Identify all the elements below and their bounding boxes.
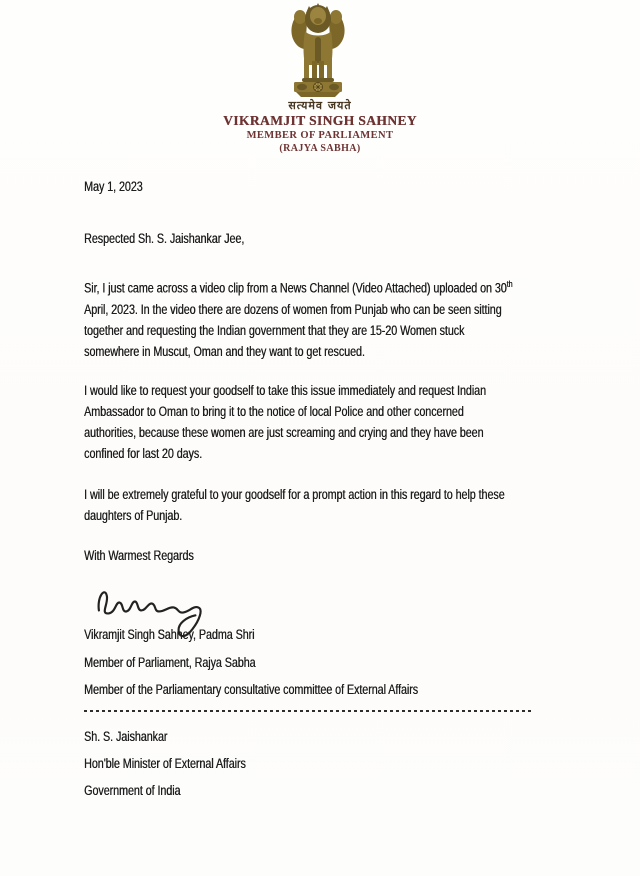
paragraph-3-line-1: I will be extremely grateful to your goodself for a prompt action in this regard to help these <box>84 487 505 502</box>
paragraph-2-line-1: I would like to request your goodself to take this issue immediately and request Indian <box>84 383 486 398</box>
paragraph-1 <box>84 274 512 362</box>
sender-name: Vikramjit Singh Sahney, Padma Shri <box>84 627 255 642</box>
paragraph-2 <box>84 380 486 464</box>
recipient-title: Hon'ble Minister of External Affairs <box>84 756 246 771</box>
paragraph-1-line-2: April, 2023. In the video there are dozens of women from Punjab who can be seen sitting <box>84 301 502 317</box>
letterhead-role: MEMBER OF PARLIAMENT <box>246 130 394 141</box>
paragraph-2-line-2: Ambassador to Oman to bring it to the notice of local Police and other concerned <box>84 404 464 419</box>
paragraph-1-line-4: somewhere in Muscut, Oman and they want to get rescued. <box>84 343 365 359</box>
recipient-name: Sh. S. Jaishankar <box>84 729 168 744</box>
state-emblem-of-india-icon <box>287 3 349 97</box>
paragraph-2-line-3: authorities, because these women are just screaming and crying and they have been <box>84 425 484 440</box>
letterhead-house: (RAJYA SABHA) <box>279 143 361 154</box>
letterhead-name: VIKRAMJIT SINGH SAHNEY <box>223 113 417 128</box>
paragraph-2-line-4: confined for last 20 days. <box>84 446 202 461</box>
paragraph-1-line-1 <box>84 274 512 299</box>
separator-line <box>84 710 532 712</box>
recipient-org: Government of India <box>84 783 181 798</box>
letter-closing: With Warmest Regards <box>84 548 194 563</box>
paragraph-3 <box>84 484 505 526</box>
sender-committee: Member of the Parliamentary consultative committee of External Affairs <box>84 682 418 697</box>
paragraph-1-line-3: together and requesting the Indian government that they are 15-20 Women stuck <box>84 322 465 338</box>
paragraph-3-line-2: daughters of Punjab. <box>84 508 183 523</box>
letter-date: May 1, 2023 <box>84 179 143 194</box>
emblem-motto: सत्यमेव जयते <box>288 99 352 112</box>
paragraph-1-line-1-text: Sir, I just came across a video clip from a News Channel (Video Attached) uploaded on 30 <box>84 280 507 296</box>
letter-salutation: Respected Sh. S. Jaishankar Jee, <box>84 231 245 246</box>
superscript-th: th <box>506 279 513 289</box>
sender-role: Member of Parliament, Rajya Sabha <box>84 655 256 670</box>
